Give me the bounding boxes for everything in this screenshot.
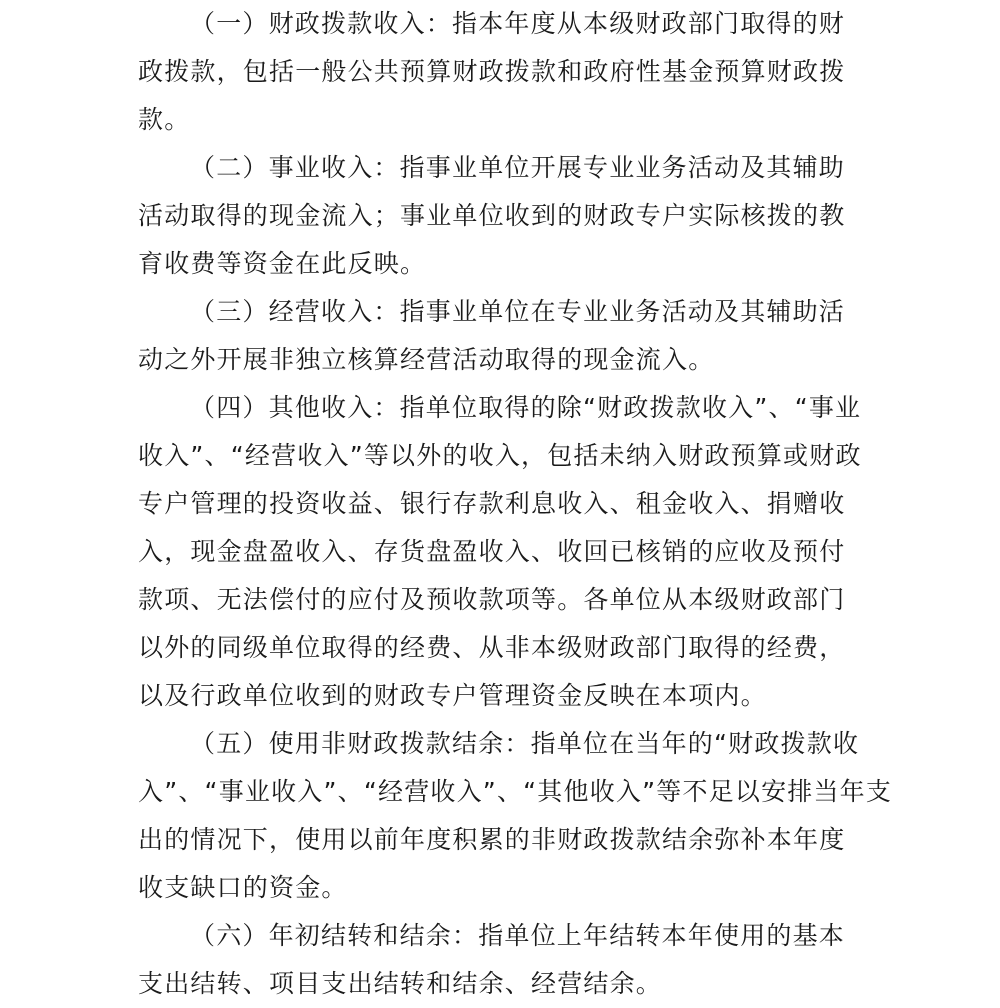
text-line: （一）财政拨款收入：指本年度从本级财政部门取得的财: [190, 9, 846, 38]
paragraph-opening-carryover: [138, 912, 878, 1008]
text-line: 以及行政单位收到的财政专户管理资金反映在本项内。: [138, 681, 767, 710]
text-line: （四）其他收入：指单位取得的除“财政拨款收入”、“事业: [190, 393, 862, 422]
paragraph-other-income: [138, 384, 878, 720]
text-line: 支出结转、项目支出结转和结余、经营结余。: [138, 969, 663, 998]
paragraph-non-fiscal-balance-use: [138, 720, 893, 912]
text-line: 动之外开展非独立核算经营活动取得的现金流入。: [138, 345, 715, 374]
text-line: 以外的同级单位取得的经费、从非本级财政部门取得的经费，: [138, 633, 846, 662]
text-line: 入，现金盘盈收入、存货盘盈收入、收回已核销的应收及预付: [138, 537, 846, 566]
text-line: 出的情况下，使用以前年度积累的非财政拨款结余弥补本年度: [138, 825, 846, 854]
text-line: 款项、无法偿付的应付及预收款项等。各单位从本级财政部门: [138, 585, 846, 614]
text-line: 收入”、“经营收入”等以外的收入，包括未纳入财政预算或财政: [138, 441, 862, 470]
text-line: 款。: [138, 105, 191, 134]
text-line: （六）年初结转和结余：指单位上年结转本年使用的基本: [190, 921, 846, 950]
paragraph-business-income: [138, 144, 878, 288]
text-line: 政拨款，包括一般公共预算财政拨款和政府性基金预算财政拨: [138, 57, 846, 86]
text-line: 收支缺口的资金。: [138, 873, 348, 902]
text-line: 活动取得的现金流入；事业单位收到的财政专户实际核拨的教: [138, 201, 846, 230]
text-line: 育收费等资金在此反映。: [138, 249, 427, 278]
paragraph-operating-income: [138, 288, 878, 384]
paragraph-fiscal-appropriation-income: [138, 0, 878, 144]
document-body: [138, 0, 893, 1008]
text-line: 专户管理的投资收益、银行存款利息收入、租金收入、捐赠收: [138, 489, 846, 518]
text-line: （二）事业收入：指事业单位开展专业业务活动及其辅助: [190, 153, 846, 182]
text-line: （三）经营收入：指事业单位在专业业务活动及其辅助活: [190, 297, 846, 326]
text-line: 入”、“事业收入”、“经营收入”、“其他收入”等不足以安排当年支: [138, 777, 893, 806]
text-line: （五）使用非财政拨款结余：指单位在当年的“财政拨款收: [190, 729, 860, 758]
